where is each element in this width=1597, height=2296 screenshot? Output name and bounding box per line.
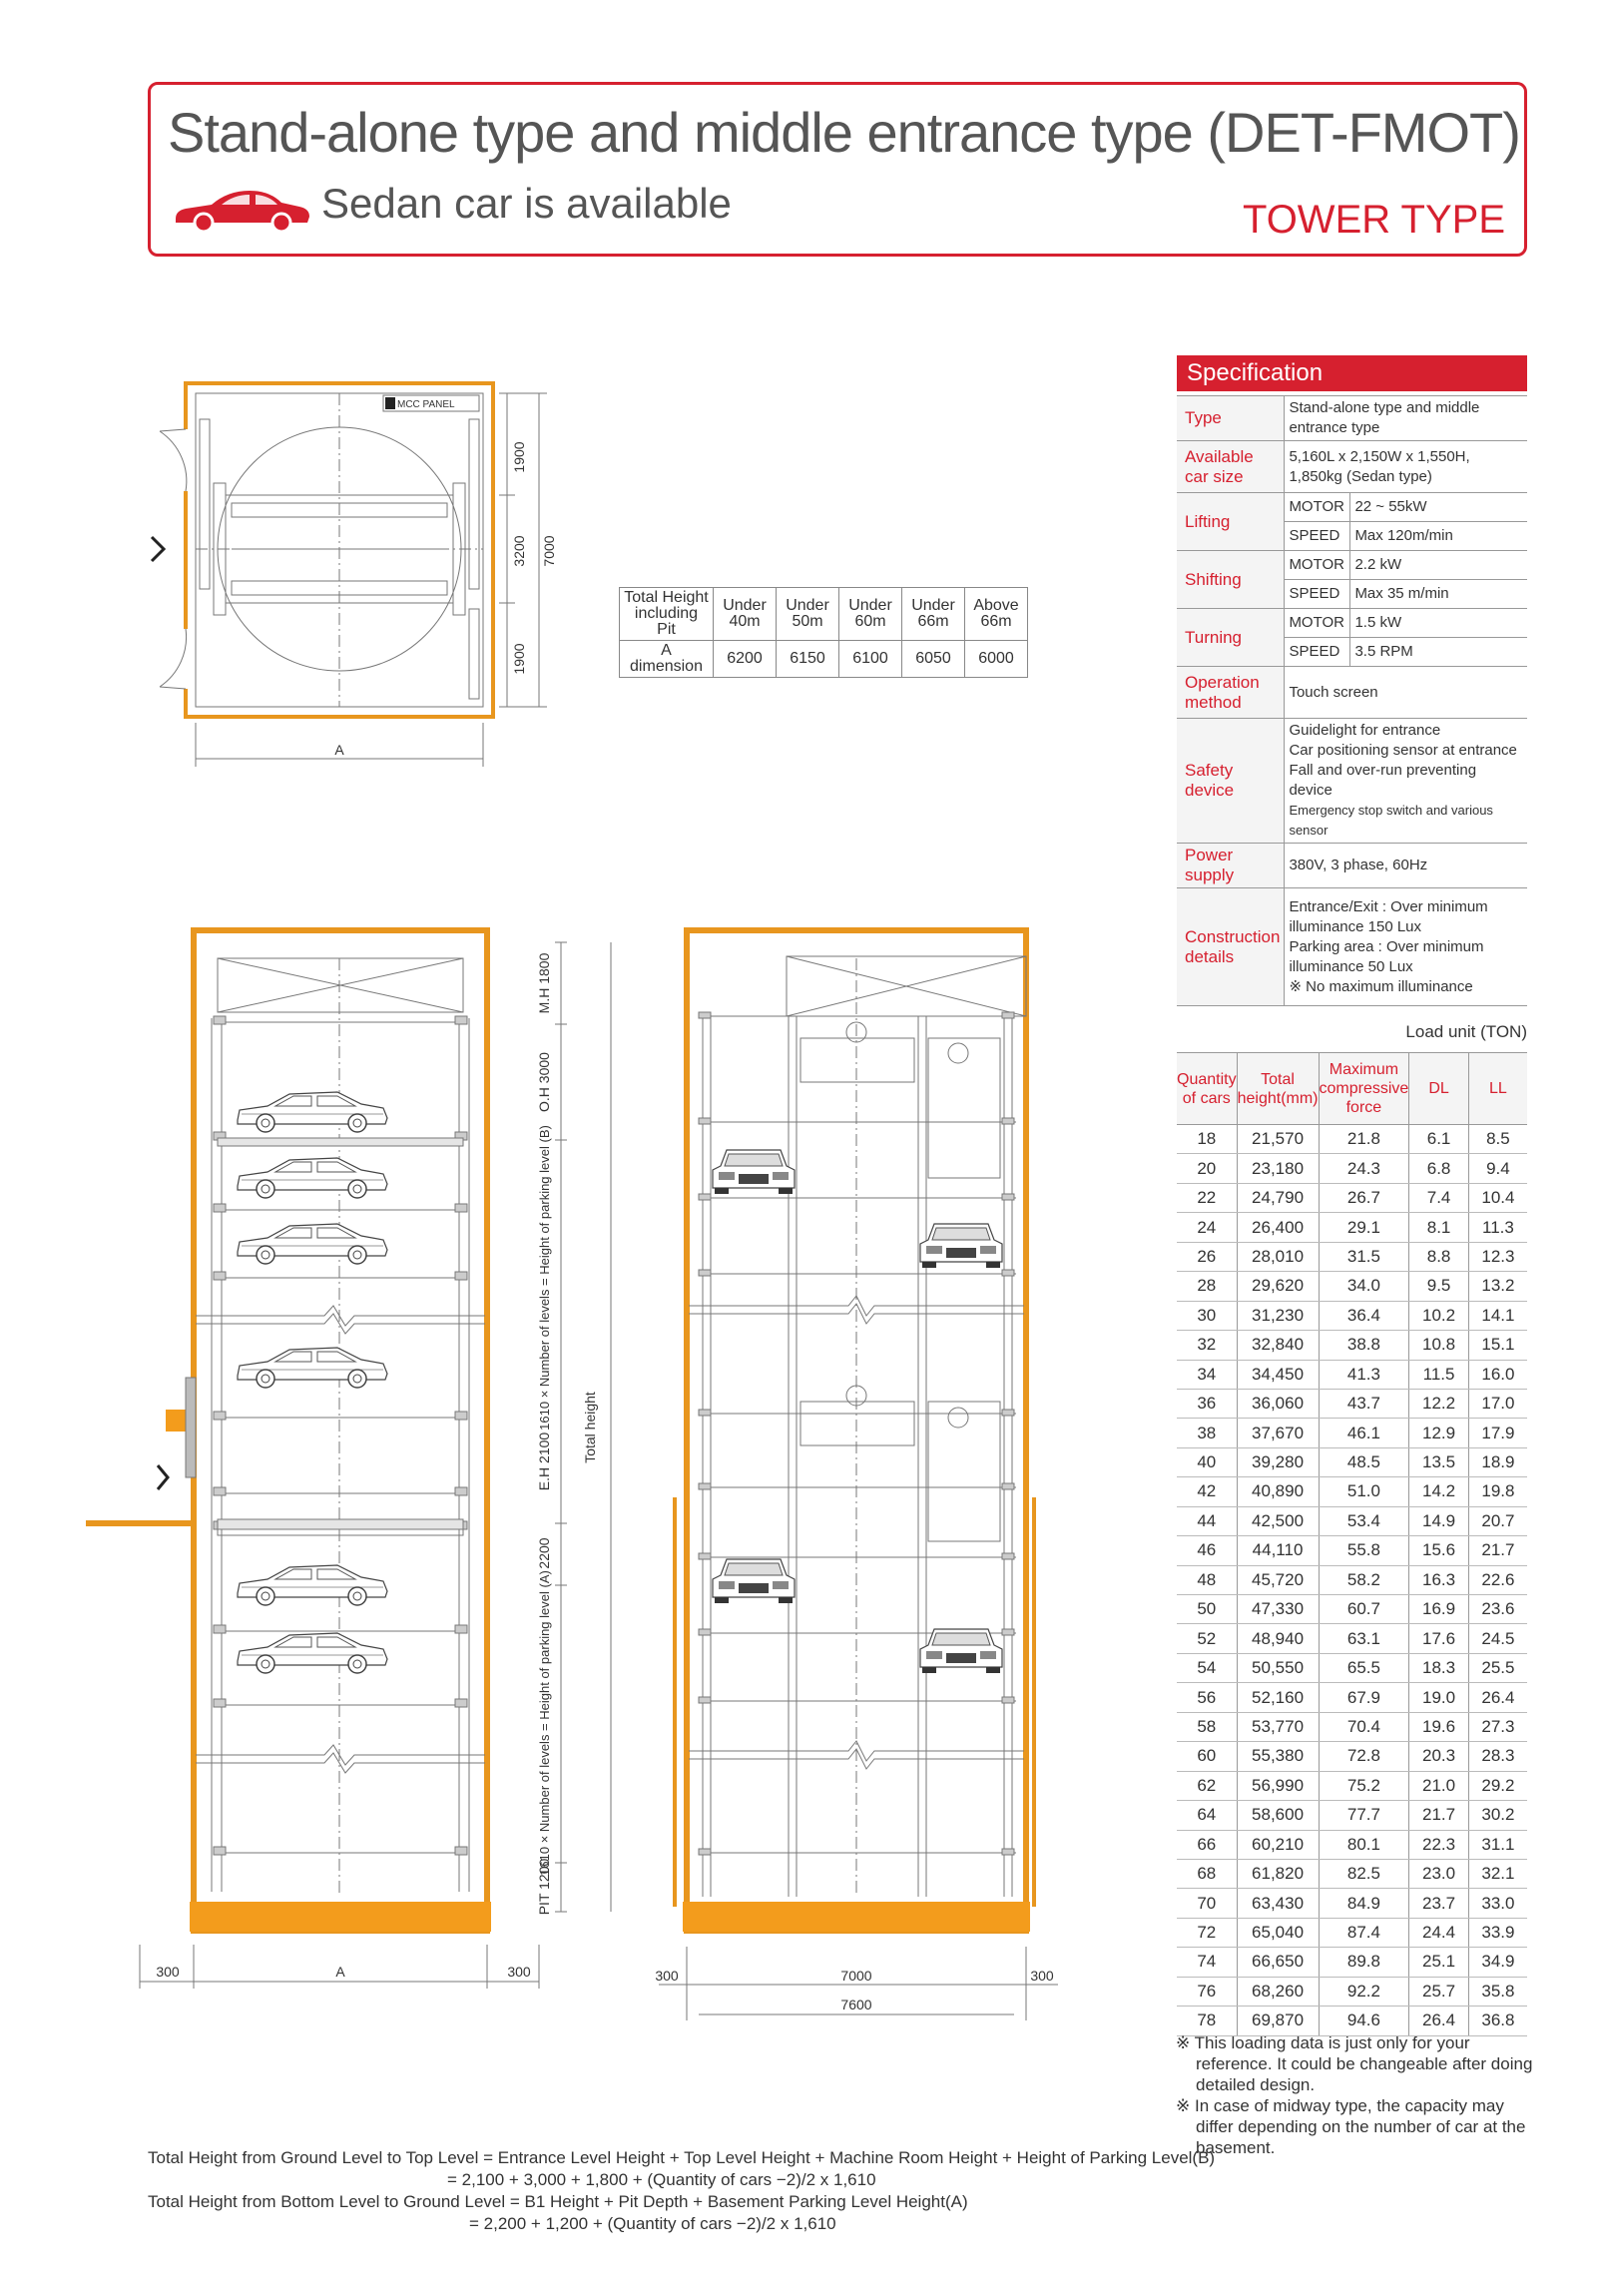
load-cell: 21.7 bbox=[1409, 1801, 1469, 1830]
a-dimension-table bbox=[619, 587, 1028, 678]
load-cell: 17.6 bbox=[1409, 1624, 1469, 1653]
load-cell: 33.9 bbox=[1468, 1918, 1527, 1947]
load-row bbox=[1177, 1183, 1527, 1212]
load-cell: 24.5 bbox=[1468, 1624, 1527, 1653]
load-cell: 60.7 bbox=[1319, 1595, 1409, 1624]
load-cell: 13.2 bbox=[1468, 1272, 1527, 1301]
load-cell: 46.1 bbox=[1319, 1419, 1409, 1447]
load-cell: 12.9 bbox=[1409, 1419, 1469, 1447]
load-row bbox=[1177, 1948, 1527, 1977]
load-cell: 40 bbox=[1177, 1447, 1237, 1476]
spec-line: Parking area : Over minimum illuminance 50 Lux bbox=[1289, 937, 1484, 975]
load-row bbox=[1177, 1918, 1527, 1947]
load-row bbox=[1177, 1242, 1527, 1271]
left-dim-label: E.H 2100 bbox=[536, 1432, 552, 1491]
a-dim-col: Under 66m bbox=[902, 588, 965, 641]
load-row bbox=[1177, 1331, 1527, 1360]
plan-view-drawing bbox=[140, 374, 569, 774]
load-unit-label: Load unit (TON) bbox=[1405, 1022, 1527, 1041]
load-cell: 45,720 bbox=[1237, 1565, 1319, 1594]
load-cell: 82.5 bbox=[1319, 1859, 1409, 1888]
load-cell: 26,400 bbox=[1237, 1213, 1319, 1242]
load-cell: 12.3 bbox=[1468, 1242, 1527, 1271]
load-cell: 12.2 bbox=[1409, 1389, 1469, 1418]
load-cell: 60 bbox=[1177, 1742, 1237, 1771]
note: ※ This loading data is just only for your reference. It could be changeable after doing detailed design. bbox=[1176, 2033, 1533, 2094]
load-cell: 78 bbox=[1177, 2007, 1237, 2035]
load-header: DL bbox=[1409, 1053, 1469, 1125]
load-cell: 76 bbox=[1177, 1977, 1237, 2006]
dim-3200: 3200 bbox=[511, 535, 527, 567]
load-row bbox=[1177, 2007, 1527, 2035]
load-cell: 34,450 bbox=[1237, 1360, 1319, 1389]
load-cell: 16.9 bbox=[1409, 1595, 1469, 1624]
spec-value: Touch screen bbox=[1285, 667, 1527, 719]
car-front-view bbox=[713, 1150, 795, 1194]
load-cell: 28.3 bbox=[1468, 1742, 1527, 1771]
load-cell: 41.3 bbox=[1319, 1360, 1409, 1389]
load-cell: 14.2 bbox=[1409, 1477, 1469, 1506]
load-cell: 55,380 bbox=[1237, 1742, 1319, 1771]
load-cell: 7.4 bbox=[1409, 1183, 1469, 1212]
spec-value: Stand-alone type and middle entrance type bbox=[1285, 396, 1527, 441]
spec-sub-label: MOTOR bbox=[1285, 609, 1350, 638]
load-cell: 24.3 bbox=[1319, 1154, 1409, 1183]
spec-value: 5,160L x 2,150W x 1,550H, 1,850kg (Sedan type) bbox=[1285, 441, 1527, 493]
load-cell: 34.9 bbox=[1468, 1948, 1527, 1977]
load-cell: 87.4 bbox=[1319, 1918, 1409, 1947]
load-row bbox=[1177, 1771, 1527, 1800]
spec-label: Construction details bbox=[1177, 888, 1285, 1006]
load-cell: 8.5 bbox=[1468, 1125, 1527, 1154]
spec-sub-label: SPEED bbox=[1285, 638, 1350, 667]
left-dim-label: 1610 × Number of levels = Height of parking level (B) bbox=[537, 1125, 552, 1431]
load-table bbox=[1177, 1052, 1527, 2036]
load-cell: 50 bbox=[1177, 1595, 1237, 1624]
dim-7000: 7000 bbox=[541, 535, 557, 567]
spec-value: 1.5 kW bbox=[1350, 609, 1527, 638]
left-dim-label: 1610 × Number of levels = Height of parking level (A) bbox=[537, 1570, 552, 1876]
load-cell: 46 bbox=[1177, 1536, 1237, 1565]
mcc-panel-label: MCC PANEL bbox=[397, 399, 455, 410]
load-cell: 80.1 bbox=[1319, 1830, 1409, 1859]
load-cell: 58 bbox=[1177, 1712, 1237, 1741]
load-row bbox=[1177, 1536, 1527, 1565]
load-cell: 40,890 bbox=[1237, 1477, 1319, 1506]
load-cell: 52,160 bbox=[1237, 1683, 1319, 1712]
load-cell: 27.3 bbox=[1468, 1712, 1527, 1741]
load-cell: 10.2 bbox=[1409, 1301, 1469, 1330]
spec-value: 2.2 kW bbox=[1350, 551, 1527, 580]
load-cell: 20 bbox=[1177, 1154, 1237, 1183]
load-cell: 84.9 bbox=[1319, 1889, 1409, 1918]
load-row bbox=[1177, 1977, 1527, 2006]
load-cell: 21.0 bbox=[1409, 1771, 1469, 1800]
spec-label: Shifting bbox=[1177, 551, 1285, 609]
load-cell: 6.1 bbox=[1409, 1125, 1469, 1154]
load-cell: 26.4 bbox=[1409, 2007, 1469, 2035]
load-cell: 37,670 bbox=[1237, 1419, 1319, 1447]
load-cell: 24.4 bbox=[1409, 1918, 1469, 1947]
load-cell: 31.1 bbox=[1468, 1830, 1527, 1859]
spec-value: Max 35 m/min bbox=[1350, 580, 1527, 609]
load-cell: 18.9 bbox=[1468, 1447, 1527, 1476]
load-row bbox=[1177, 1477, 1527, 1506]
right-section-drawing bbox=[639, 923, 1078, 2016]
load-row bbox=[1177, 1447, 1527, 1476]
total-height-label: Total height bbox=[582, 1392, 598, 1463]
spec-label: Operation method bbox=[1177, 667, 1285, 719]
load-cell: 66,650 bbox=[1237, 1948, 1319, 1977]
spec-line: ※ No maximum illuminance bbox=[1289, 977, 1473, 995]
load-cell: 50,550 bbox=[1237, 1653, 1319, 1682]
formula-line: = 2,100 + 3,000 + 1,800 + (Quantity of cars −2)/2 x 1,610 bbox=[447, 2170, 876, 2189]
load-cell: 53,770 bbox=[1237, 1712, 1319, 1741]
load-row bbox=[1177, 1653, 1527, 1682]
load-cell: 65,040 bbox=[1237, 1918, 1319, 1947]
notes bbox=[1176, 2032, 1535, 2158]
car-side-view bbox=[238, 1348, 387, 1388]
load-cell: 65.5 bbox=[1319, 1653, 1409, 1682]
left-dim-300-right: 300 bbox=[507, 1964, 531, 1980]
dim-1900-top: 1900 bbox=[511, 441, 527, 473]
load-cell: 68 bbox=[1177, 1859, 1237, 1888]
spec-line: Guidelight for entrance bbox=[1289, 722, 1441, 739]
load-cell: 13.5 bbox=[1409, 1447, 1469, 1476]
spec-sub-label: MOTOR bbox=[1285, 493, 1350, 522]
subtitle: Sedan car is available bbox=[321, 180, 732, 227]
sedan-car-icon bbox=[172, 185, 311, 235]
right-dim-300-right: 300 bbox=[1030, 1968, 1054, 1984]
load-cell: 94.6 bbox=[1319, 2007, 1409, 2035]
car-side-view bbox=[238, 1633, 387, 1673]
left-dim-label: PIT 1200 bbox=[536, 1858, 552, 1916]
spec-value: 3.5 RPM bbox=[1350, 638, 1527, 667]
spec-sub-label: SPEED bbox=[1285, 580, 1350, 609]
load-cell: 53.4 bbox=[1319, 1506, 1409, 1535]
load-cell: 38.8 bbox=[1319, 1331, 1409, 1360]
load-cell: 43.7 bbox=[1319, 1389, 1409, 1418]
load-cell: 36,060 bbox=[1237, 1389, 1319, 1418]
load-cell: 30 bbox=[1177, 1301, 1237, 1330]
left-section-drawing bbox=[80, 923, 619, 1997]
a-dim-value: 6050 bbox=[902, 641, 965, 678]
load-cell: 52 bbox=[1177, 1624, 1237, 1653]
load-cell: 70 bbox=[1177, 1889, 1237, 1918]
a-dim-col: Under 50m bbox=[777, 588, 839, 641]
a-dim-col: Under 60m bbox=[839, 588, 902, 641]
left-dim-label: 2200 bbox=[536, 1537, 552, 1569]
load-cell: 28 bbox=[1177, 1272, 1237, 1301]
right-dim-300-left: 300 bbox=[655, 1968, 679, 1984]
specification-table bbox=[1177, 395, 1527, 1006]
load-cell: 64 bbox=[1177, 1801, 1237, 1830]
load-cell: 89.8 bbox=[1319, 1948, 1409, 1977]
load-cell: 48,940 bbox=[1237, 1624, 1319, 1653]
a-dim-col: Under 40m bbox=[714, 588, 777, 641]
load-cell: 48 bbox=[1177, 1565, 1237, 1594]
load-cell: 22 bbox=[1177, 1183, 1237, 1212]
load-cell: 58,600 bbox=[1237, 1801, 1319, 1830]
load-cell: 54 bbox=[1177, 1653, 1237, 1682]
load-cell: 24,790 bbox=[1237, 1183, 1319, 1212]
load-row bbox=[1177, 1889, 1527, 1918]
load-cell: 23.0 bbox=[1409, 1859, 1469, 1888]
formula-line: Total Height from Bottom Level to Ground Level = B1 Height + Pit Depth + Basement Parking Level Height(A) bbox=[148, 2192, 968, 2211]
load-cell: 9.5 bbox=[1409, 1272, 1469, 1301]
load-cell: 23,180 bbox=[1237, 1154, 1319, 1183]
load-header: LL bbox=[1468, 1053, 1527, 1125]
load-header: Maximum compressive force bbox=[1319, 1053, 1409, 1125]
load-cell: 74 bbox=[1177, 1948, 1237, 1977]
car-side-view bbox=[238, 1224, 387, 1264]
load-cell: 14.1 bbox=[1468, 1301, 1527, 1330]
note: ※ In case of midway type, the capacity may differ depending on the number of car at the basement. bbox=[1176, 2096, 1526, 2157]
load-row bbox=[1177, 1419, 1527, 1447]
load-cell: 25.1 bbox=[1409, 1948, 1469, 1977]
spec-value: 380V, 3 phase, 60Hz bbox=[1285, 844, 1527, 888]
load-cell: 17.9 bbox=[1468, 1419, 1527, 1447]
load-cell: 42 bbox=[1177, 1477, 1237, 1506]
load-cell: 26 bbox=[1177, 1242, 1237, 1271]
load-header: Quantity of cars bbox=[1177, 1053, 1237, 1125]
load-cell: 69,870 bbox=[1237, 2007, 1319, 2035]
load-cell: 63,430 bbox=[1237, 1889, 1319, 1918]
car-front-view bbox=[920, 1224, 1002, 1268]
load-cell: 44 bbox=[1177, 1506, 1237, 1535]
load-row bbox=[1177, 1125, 1527, 1154]
spec-label: Available car size bbox=[1177, 441, 1285, 493]
left-dim-label: O.H 3000 bbox=[536, 1052, 552, 1112]
spec-label: Type bbox=[1177, 396, 1285, 441]
load-cell: 72.8 bbox=[1319, 1742, 1409, 1771]
load-header: Total height(mm) bbox=[1237, 1053, 1319, 1125]
load-cell: 17.0 bbox=[1468, 1389, 1527, 1418]
right-dim-7600: 7600 bbox=[840, 1997, 872, 2012]
load-cell: 36 bbox=[1177, 1389, 1237, 1418]
load-row bbox=[1177, 1272, 1527, 1301]
load-row bbox=[1177, 1506, 1527, 1535]
a-dim-value: 6200 bbox=[714, 641, 777, 678]
load-row bbox=[1177, 1742, 1527, 1771]
load-cell: 11.5 bbox=[1409, 1360, 1469, 1389]
spec-sub-label: MOTOR bbox=[1285, 551, 1350, 580]
load-cell: 15.6 bbox=[1409, 1536, 1469, 1565]
load-row bbox=[1177, 1360, 1527, 1389]
load-cell: 8.8 bbox=[1409, 1242, 1469, 1271]
load-cell: 61,820 bbox=[1237, 1859, 1319, 1888]
a-dim-header-label: Total Height including Pit bbox=[620, 588, 714, 641]
load-row bbox=[1177, 1859, 1527, 1888]
load-cell: 35.8 bbox=[1468, 1977, 1527, 2006]
load-row bbox=[1177, 1154, 1527, 1183]
load-cell: 29.2 bbox=[1468, 1771, 1527, 1800]
spec-line: Emergency stop switch and various sensor bbox=[1289, 803, 1493, 838]
load-cell: 92.2 bbox=[1319, 1977, 1409, 2006]
page-title: Stand-alone type and middle entrance type (DET-FMOT) bbox=[168, 101, 1520, 164]
load-cell: 38 bbox=[1177, 1419, 1237, 1447]
load-cell: 30.2 bbox=[1468, 1801, 1527, 1830]
load-cell: 15.1 bbox=[1468, 1331, 1527, 1360]
load-row bbox=[1177, 1830, 1527, 1859]
load-row bbox=[1177, 1712, 1527, 1741]
spec-label: Turning bbox=[1177, 609, 1285, 667]
spec-value: 22 ~ 55kW bbox=[1350, 493, 1527, 522]
load-row bbox=[1177, 1624, 1527, 1653]
load-cell: 6.8 bbox=[1409, 1154, 1469, 1183]
load-row bbox=[1177, 1683, 1527, 1712]
load-cell: 51.0 bbox=[1319, 1477, 1409, 1506]
load-row bbox=[1177, 1595, 1527, 1624]
load-row bbox=[1177, 1565, 1527, 1594]
left-dim-label: M.H 1800 bbox=[536, 952, 552, 1014]
load-cell: 19.6 bbox=[1409, 1712, 1469, 1741]
load-cell: 55.8 bbox=[1319, 1536, 1409, 1565]
load-cell: 24 bbox=[1177, 1213, 1237, 1242]
load-cell: 29,620 bbox=[1237, 1272, 1319, 1301]
load-cell: 22.3 bbox=[1409, 1830, 1469, 1859]
load-cell: 29.1 bbox=[1319, 1213, 1409, 1242]
load-cell: 63.1 bbox=[1319, 1624, 1409, 1653]
load-cell: 22.6 bbox=[1468, 1565, 1527, 1594]
load-cell: 39,280 bbox=[1237, 1447, 1319, 1476]
load-cell: 42,500 bbox=[1237, 1506, 1319, 1535]
load-cell: 58.2 bbox=[1319, 1565, 1409, 1594]
a-dim-value: 6150 bbox=[777, 641, 839, 678]
load-row bbox=[1177, 1301, 1527, 1330]
load-cell: 23.7 bbox=[1409, 1889, 1469, 1918]
a-dim-row-label: A dimension bbox=[620, 641, 714, 678]
load-cell: 47,330 bbox=[1237, 1595, 1319, 1624]
spec-line: Fall and over-run preventing device bbox=[1289, 762, 1477, 799]
load-row bbox=[1177, 1389, 1527, 1418]
car-front-view bbox=[713, 1559, 795, 1603]
load-cell: 32,840 bbox=[1237, 1331, 1319, 1360]
spec-sub-label: SPEED bbox=[1285, 522, 1350, 551]
car-side-view bbox=[238, 1158, 387, 1198]
load-cell: 28,010 bbox=[1237, 1242, 1319, 1271]
right-dim-7000: 7000 bbox=[840, 1968, 872, 1984]
load-cell: 48.5 bbox=[1319, 1447, 1409, 1476]
load-cell: 60,210 bbox=[1237, 1830, 1319, 1859]
left-dim-a: A bbox=[335, 1964, 345, 1980]
a-dim-value: 6000 bbox=[965, 641, 1028, 678]
load-cell: 16.0 bbox=[1468, 1360, 1527, 1389]
load-cell: 16.3 bbox=[1409, 1565, 1469, 1594]
load-cell: 66 bbox=[1177, 1830, 1237, 1859]
load-cell: 11.3 bbox=[1468, 1213, 1527, 1242]
a-dim-value: 6100 bbox=[839, 641, 902, 678]
load-cell: 31.5 bbox=[1319, 1242, 1409, 1271]
load-cell: 56 bbox=[1177, 1683, 1237, 1712]
car-side-view bbox=[238, 1092, 387, 1132]
load-cell: 44,110 bbox=[1237, 1536, 1319, 1565]
load-cell: 8.1 bbox=[1409, 1213, 1469, 1242]
load-cell: 21.8 bbox=[1319, 1125, 1409, 1154]
spec-label: Lifting bbox=[1177, 493, 1285, 551]
load-row bbox=[1177, 1801, 1527, 1830]
load-cell: 23.6 bbox=[1468, 1595, 1527, 1624]
spec-line: Car positioning sensor at entrance bbox=[1289, 742, 1517, 759]
load-cell: 75.2 bbox=[1319, 1771, 1409, 1800]
load-cell: 33.0 bbox=[1468, 1889, 1527, 1918]
spec-value: Max 120m/min bbox=[1350, 522, 1527, 551]
load-cell: 34.0 bbox=[1319, 1272, 1409, 1301]
load-cell: 10.4 bbox=[1468, 1183, 1527, 1212]
load-cell: 10.8 bbox=[1409, 1331, 1469, 1360]
load-cell: 72 bbox=[1177, 1918, 1237, 1947]
spec-line: Entrance/Exit : Over minimum illuminance 150 Lux bbox=[1289, 897, 1488, 935]
car-front-view bbox=[920, 1629, 1002, 1673]
spec-label: Safety device bbox=[1177, 719, 1285, 844]
load-cell: 31,230 bbox=[1237, 1301, 1319, 1330]
spec-label: Power supply bbox=[1177, 844, 1285, 888]
load-cell: 21.7 bbox=[1468, 1536, 1527, 1565]
load-cell: 67.9 bbox=[1319, 1683, 1409, 1712]
tower-type-label: TOWER TYPE bbox=[1242, 198, 1505, 242]
load-cell: 32.1 bbox=[1468, 1859, 1527, 1888]
dim-1900-bottom: 1900 bbox=[511, 643, 527, 675]
load-cell: 36.4 bbox=[1319, 1301, 1409, 1330]
load-cell: 9.4 bbox=[1468, 1154, 1527, 1183]
load-cell: 68,260 bbox=[1237, 1977, 1319, 2006]
dim-a: A bbox=[334, 742, 344, 758]
load-cell: 70.4 bbox=[1319, 1712, 1409, 1741]
load-cell: 20.3 bbox=[1409, 1742, 1469, 1771]
load-cell: 14.9 bbox=[1409, 1506, 1469, 1535]
load-cell: 20.7 bbox=[1468, 1506, 1527, 1535]
load-row bbox=[1177, 1213, 1527, 1242]
load-cell: 19.8 bbox=[1468, 1477, 1527, 1506]
load-cell: 77.7 bbox=[1319, 1801, 1409, 1830]
load-cell: 21,570 bbox=[1237, 1125, 1319, 1154]
left-dim-300-left: 300 bbox=[156, 1964, 180, 1980]
load-cell: 34 bbox=[1177, 1360, 1237, 1389]
load-cell: 36.8 bbox=[1468, 2007, 1527, 2035]
formula-line: = 2,200 + 1,200 + (Quantity of cars −2)/2 x 1,610 bbox=[469, 2214, 836, 2233]
load-cell: 25.5 bbox=[1468, 1653, 1527, 1682]
load-cell: 32 bbox=[1177, 1331, 1237, 1360]
load-cell: 62 bbox=[1177, 1771, 1237, 1800]
formula-line: Total Height from Ground Level to Top Level = Entrance Level Height + Top Level Height + Machine Room Height + Height of Parking Level(B) bbox=[148, 2148, 1216, 2167]
load-cell: 25.7 bbox=[1409, 1977, 1469, 2006]
load-cell: 56,990 bbox=[1237, 1771, 1319, 1800]
load-cell: 26.4 bbox=[1468, 1683, 1527, 1712]
load-cell: 26.7 bbox=[1319, 1183, 1409, 1212]
a-dim-col: Above 66m bbox=[965, 588, 1028, 641]
load-cell: 18 bbox=[1177, 1125, 1237, 1154]
specification-title: Specification bbox=[1177, 355, 1527, 391]
load-cell: 19.0 bbox=[1409, 1683, 1469, 1712]
load-cell: 18.3 bbox=[1409, 1653, 1469, 1682]
car-side-view bbox=[238, 1565, 387, 1605]
